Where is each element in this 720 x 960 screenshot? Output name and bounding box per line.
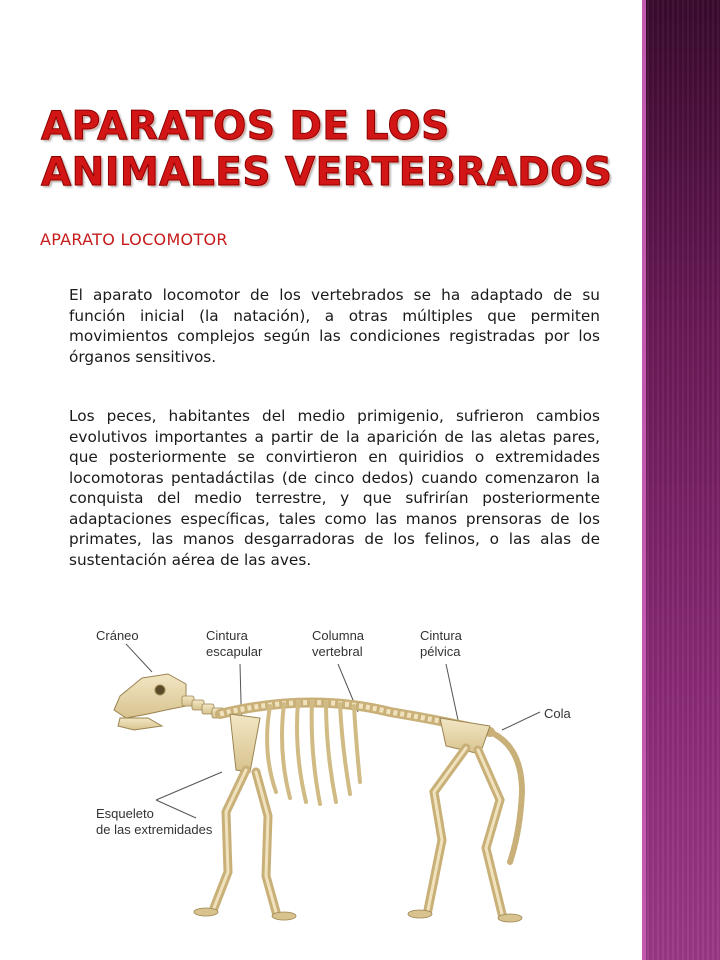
label-columna-2: vertebral	[312, 644, 363, 659]
dog-skeleton-figure	[90, 622, 600, 938]
label-esqueleto-1: Esqueleto	[96, 806, 154, 821]
label-cintura-pelvica-1: Cintura	[420, 628, 462, 643]
sidebar-texture	[642, 0, 720, 960]
label-cintura-escapular-2: escapular	[206, 644, 263, 659]
paragraph-1: El aparato locomotor de los vertebrados se ha adaptado de su función inicial (la natación), a otras múltiples que permiten movimientos complejos según las condiciones registradas por los órganos sensitivos.	[69, 286, 600, 366]
slide-subtitle: APARATO LOCOMOTOR	[40, 230, 228, 249]
label-cintura-pelvica-2: pélvica	[420, 644, 461, 659]
slide-title: APARATOS DE LOS ANIMALES VERTEBRADOS	[41, 104, 613, 195]
label-esqueleto-2: de las extremidades	[96, 822, 213, 837]
label-craneo: Cráneo	[96, 628, 139, 643]
paragraph-2: Los peces, habitantes del medio primigenio, sufrieron cambios evolutivos importantes a partir de la aparición de las aletas pares, que posteriormente se convirtieron en quiridios o extremidades locomotoras pentadáctilas (de cinco dedos) cuando comenzaron la conquista del medio terrestre, y que sufrirían posteriormente adaptaciones específicas, tales como las manos prensoras de los primates, las manos desgarradoras de los felinos, o las alas de sustentación aérea de las aves.	[69, 407, 600, 569]
decorative-sidebar	[642, 0, 720, 960]
skull	[114, 674, 186, 730]
paws	[194, 908, 522, 922]
dog-skeleton-illustration	[90, 622, 600, 938]
label-cola: Cola	[544, 706, 571, 721]
sidebar-edge	[642, 0, 646, 960]
ribcage	[267, 702, 360, 804]
label-columna-1: Columna	[312, 628, 365, 643]
label-cintura-escapular-1: Cintura	[206, 628, 248, 643]
scapula	[230, 714, 260, 772]
